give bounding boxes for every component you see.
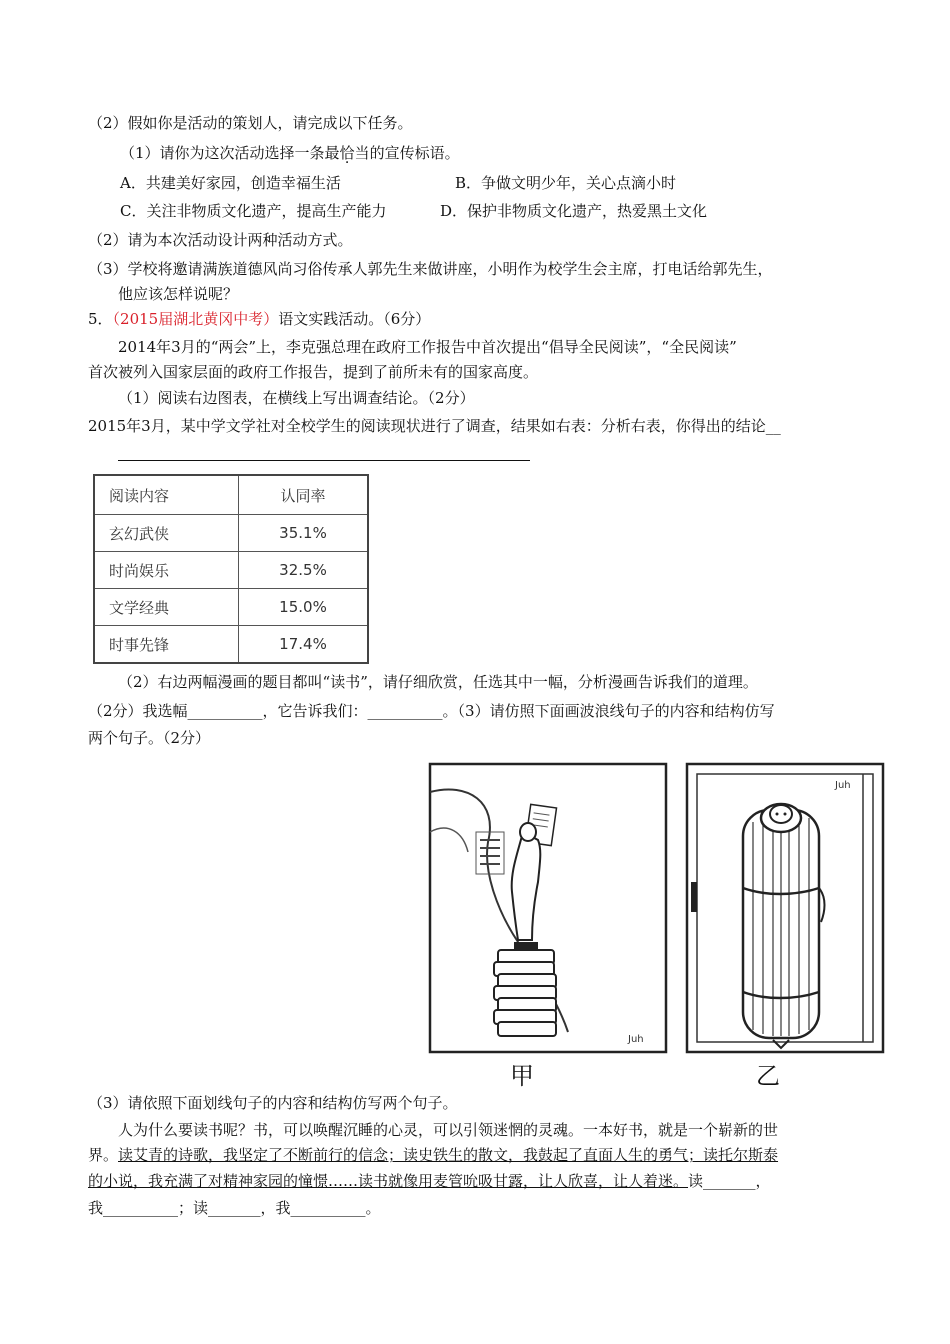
- sub-question-2-body: （2分）我选幅__________，它告诉我们：__________。（3）请仿照下面画波浪线句子的内容和结构仿写: [88, 702, 775, 720]
- table-cell-content: 文学经典: [94, 589, 239, 626]
- underlined-sentence: 读艾青的诗歌，我坚定了不断前行的信念；读史铁生的散文，我鼓起了直面人生的勇气；读托尔斯泰: [118, 1146, 779, 1164]
- option-c: C．关注非物质文化遗产，提高生产能力: [120, 202, 387, 220]
- table-header-rate: 认同率: [239, 475, 369, 515]
- table-cell-content: 时尚娱乐: [94, 552, 239, 589]
- option-d: D．保护非物质文化遗产，热爱黑土文化: [440, 202, 708, 220]
- task-2: （2）请为本次活动设计两种活动方式。: [88, 231, 353, 249]
- table-cell-rate: 17.4%: [239, 626, 369, 664]
- reading-line-1: 人为什么要读书呢？书，可以唤醒沉睡的心灵，可以引领迷惘的灵魂。一本好书，就是一个崭新的世: [118, 1121, 779, 1139]
- table-cell-rate: 32.5%: [239, 552, 369, 589]
- fill-in-blank: 读_______，: [688, 1172, 771, 1190]
- underlined-sentence: 的小说，我充满了对精神家园的憧憬……读书就像用麦管吮吸甘露，让人欣喜，让人着迷。: [88, 1172, 689, 1190]
- table-cell-content: 时事先锋: [94, 626, 239, 664]
- question-title: 语文实践活动。（6分）: [278, 310, 431, 328]
- svg-text:Juh: Juh: [835, 780, 851, 791]
- paragraph-line-1: 2014年3月的“两会”上，李克强总理在政府工作报告中首次提出“倡导全民阅读”，“全民阅读”: [118, 338, 737, 356]
- task-1-tail: 的宣传标语。: [369, 144, 460, 162]
- question-5-heading: [88, 309, 430, 329]
- task-intro: （2）假如你是活动的策划人，请完成以下任务。: [88, 114, 413, 132]
- table-row: [94, 589, 368, 626]
- reading-line-3: [88, 1171, 771, 1191]
- sub-question-2: （2）右边两幅漫画的题目都叫“读书”，请仔细欣赏，任选其中一幅，分析漫画告诉我们的道理。: [118, 673, 758, 691]
- question-number: 5．: [88, 310, 113, 328]
- paragraph-line-2: 首次被列入国家层面的政府工作报告，提到了前所未有的国家高度。: [88, 363, 539, 381]
- table-header-content: 阅读内容: [94, 475, 239, 515]
- table-cell-rate: 35.1%: [239, 515, 369, 552]
- svg-text:Juh: Juh: [628, 1034, 644, 1045]
- task-1: [120, 143, 460, 163]
- table-row: [94, 552, 368, 589]
- table-cell-rate: 15.0%: [239, 589, 369, 626]
- survey-table: [93, 474, 369, 664]
- answer-line: [118, 460, 530, 461]
- reading-line-4: 我__________；读_______，我__________。: [88, 1199, 381, 1217]
- table-header-row: [94, 475, 368, 515]
- sub-question-2-tail: 两个句子。（2分）: [88, 729, 211, 747]
- comic-left-caption: 甲: [510, 1062, 534, 1090]
- table-row: [94, 626, 368, 664]
- task-3: （3）学校将邀请满族道德风尚习俗传承人郭先生来做讲座，小明作为校学生会主席，打电话给郭先生，: [88, 260, 773, 278]
- comic-right-image: [685, 762, 885, 1054]
- question-source: （2015届湖北黄冈中考）: [112, 310, 279, 328]
- task-3-cont: 他应该怎样说呢？: [118, 285, 239, 303]
- sub-question-1: （1）阅读右边图表，在横线上写出调查结论。（2分）: [118, 389, 475, 407]
- reading-line-2: [88, 1145, 778, 1165]
- sub-question-1-body: 2015年3月，某中学文学社对全校学生的阅读现状进行了调查，结果如右表：分析右表，你得出的结论__: [88, 417, 781, 435]
- option-a: A．共建美好家园，创造幸福生活: [120, 174, 341, 192]
- table-row: [94, 515, 368, 552]
- table-cell-content: 玄幻武侠: [94, 515, 239, 552]
- reading-text: 界。: [88, 1146, 119, 1164]
- sub-question-3: （3）请依照下面划线句子的内容和结构仿写两个句子。: [88, 1094, 458, 1112]
- comic-left-image: [428, 762, 668, 1054]
- task-1-text: （1）请你为这次活动选择一条: [120, 144, 325, 162]
- comic-right-caption: 乙: [756, 1062, 780, 1090]
- option-b: B．争做文明少年，关心点滴小时: [455, 174, 677, 192]
- emphasis-text: 最恰当: [324, 144, 370, 162]
